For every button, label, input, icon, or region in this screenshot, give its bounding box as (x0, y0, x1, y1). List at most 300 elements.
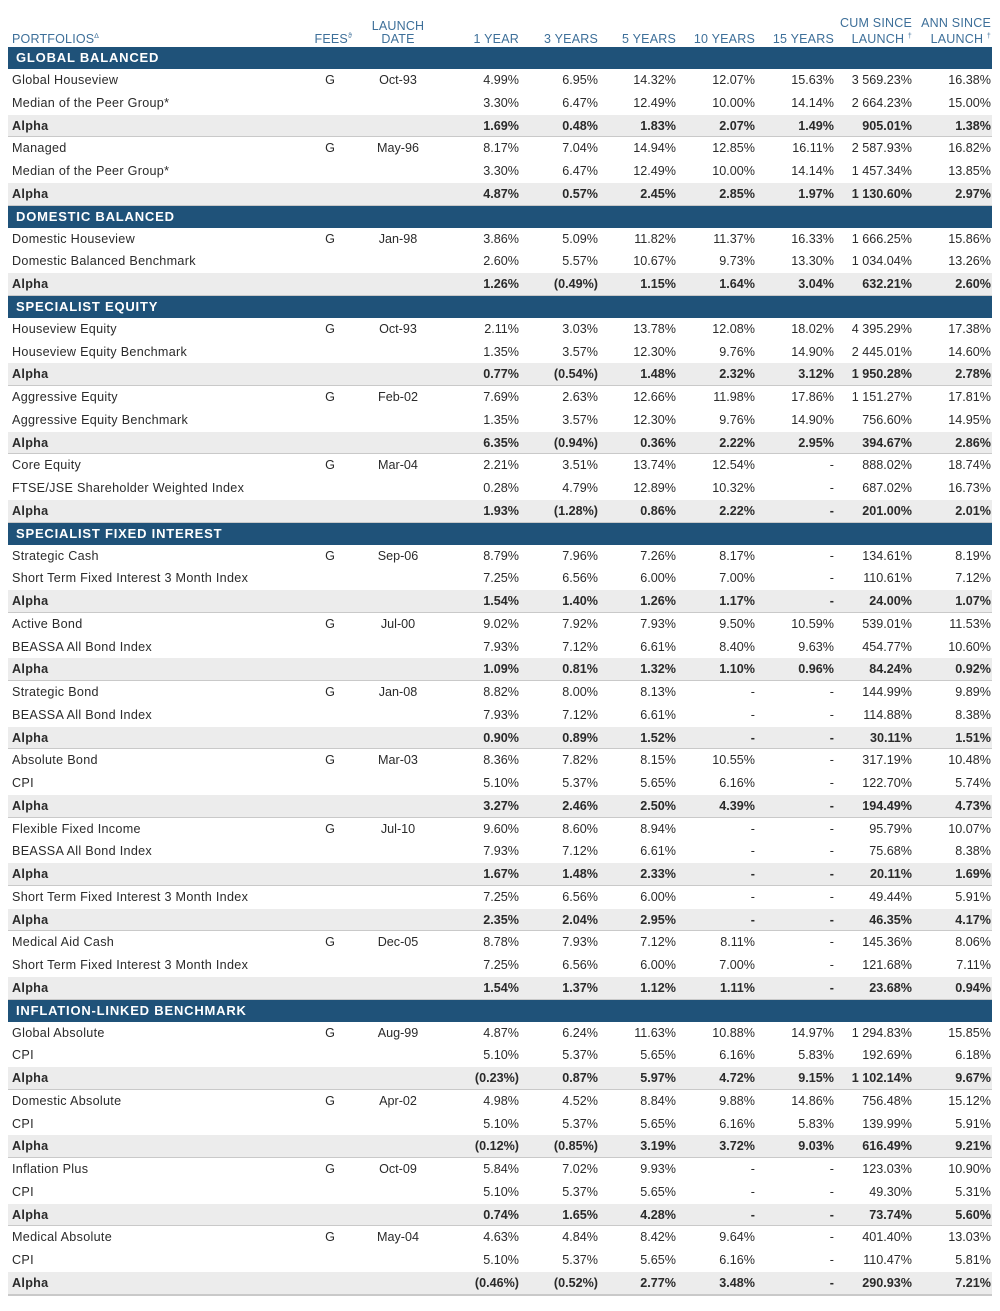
return-cum-since-launch: 2 445.01% (851, 344, 912, 359)
return-10-years: 11.98% (713, 390, 755, 404)
return-1-year: 8.36% (483, 753, 519, 768)
portfolio-name: BEASSA All Bond Index (12, 844, 153, 859)
return-3-years: 6.24% (562, 1025, 598, 1040)
return-15-years: 14.14% (791, 164, 834, 178)
return-1-year: 1.67% (483, 867, 519, 881)
portfolio-name: Core Equity (12, 458, 82, 473)
launch-date: Oct-09 (379, 1162, 417, 1176)
launch-date: Oct-93 (379, 321, 417, 336)
portfolio-name: Alpha (12, 1071, 49, 1085)
return-5-years: 6.61% (640, 844, 676, 859)
return-15-years: - (829, 821, 834, 836)
return-5-years: 1.32% (640, 662, 676, 677)
return-ann-since-launch: 5.91% (955, 1116, 991, 1131)
return-5-years: 0.36% (640, 435, 676, 450)
return-cum-since-launch: 49.30% (869, 1184, 912, 1199)
return-ann-since-launch: 18.74% (948, 458, 991, 473)
alpha-row (8, 795, 992, 818)
alpha-row (8, 727, 992, 750)
return-5-years: 5.65% (640, 1253, 676, 1267)
return-5-years: 13.78% (633, 321, 676, 336)
fee-code: G (325, 390, 335, 404)
table-row (8, 250, 992, 273)
return-3-years: 7.82% (562, 753, 598, 768)
fee-code: G (325, 1162, 335, 1176)
portfolio-name: Global Absolute (12, 1025, 105, 1040)
return-5-years: 10.67% (633, 254, 676, 269)
portfolio-name: Houseview Equity Benchmark (12, 344, 188, 359)
return-3-years: 2.04% (562, 912, 598, 927)
return-ann-since-launch: 10.90% (948, 1162, 991, 1176)
return-ann-since-launch: 0.92% (955, 662, 991, 677)
return-cum-since-launch: 616.49% (862, 1139, 912, 1154)
return-10-years: 9.88% (719, 1093, 755, 1108)
alpha-row (8, 115, 992, 138)
return-5-years: 13.74% (633, 458, 676, 473)
launch-date: Dec-05 (377, 935, 419, 950)
header-launch-date: LAUNCH DATE (371, 19, 425, 46)
return-10-years: 6.16% (719, 1116, 755, 1131)
return-3-years: 1.65% (562, 1207, 598, 1222)
return-15-years: 3.04% (798, 277, 834, 291)
portfolio-name: CPI (12, 1048, 34, 1063)
return-5-years: 1.15% (640, 277, 676, 291)
portfolio-name: Alpha (12, 367, 49, 382)
return-ann-since-launch: 5.81% (955, 1253, 991, 1267)
return-15-years: - (829, 458, 834, 473)
return-1-year: 9.02% (483, 616, 519, 631)
return-10-years: 6.16% (719, 1048, 755, 1063)
fee-code: G (325, 753, 335, 768)
return-10-years: 2.22% (719, 435, 755, 450)
return-3-years: 6.56% (562, 571, 598, 586)
return-1-year: 7.25% (483, 571, 519, 586)
return-10-years: - (750, 1207, 755, 1222)
return-15-years: 14.90% (791, 412, 834, 427)
return-5-years: 14.32% (633, 73, 676, 87)
return-1-year: 0.74% (483, 1207, 519, 1222)
portfolio-name: Short Term Fixed Interest 3 Month Index (12, 958, 249, 972)
return-15-years: - (829, 1253, 834, 1267)
return-5-years: 2.77% (640, 1275, 676, 1290)
return-3-years: 6.47% (562, 95, 598, 110)
return-1-year: 0.28% (483, 481, 519, 495)
launch-date: May-04 (377, 1230, 419, 1245)
section-header: GLOBAL BALANCED (8, 47, 992, 69)
portfolio-name: Alpha (12, 186, 49, 201)
return-3-years: 1.37% (562, 980, 598, 995)
table-row (8, 613, 992, 636)
header-15-years: 15 YEARS (772, 32, 834, 46)
return-3-years: 3.57% (562, 412, 598, 427)
return-cum-since-launch: 1 950.28% (851, 367, 912, 382)
table-row (8, 1158, 992, 1181)
return-5-years: 1.48% (640, 367, 676, 382)
return-5-years: 2.50% (640, 798, 676, 813)
portfolio-name: CPI (12, 1253, 34, 1267)
return-1-year: 8.17% (483, 141, 519, 156)
return-3-years: 3.57% (562, 344, 598, 359)
table-row (8, 92, 992, 115)
return-ann-since-launch: 9.21% (955, 1139, 991, 1154)
return-15-years: 3.12% (798, 367, 834, 382)
return-cum-since-launch: 110.61% (863, 571, 912, 586)
return-3-years: 4.79% (562, 481, 598, 495)
portfolio-name: Alpha (12, 980, 49, 995)
return-10-years: 7.00% (719, 958, 755, 972)
return-1-year: 3.30% (483, 95, 519, 110)
return-10-years: 8.17% (719, 548, 755, 563)
return-15-years: 14.97% (791, 1025, 834, 1040)
return-1-year: 1.26% (483, 277, 519, 291)
return-3-years: 0.57% (562, 186, 598, 201)
return-ann-since-launch: 15.00% (948, 95, 991, 110)
fee-code: G (325, 935, 335, 950)
return-10-years: - (750, 685, 755, 699)
return-10-years: 1.11% (719, 980, 755, 995)
return-cum-since-launch: 20.11% (869, 867, 912, 881)
table-row (8, 886, 992, 909)
portfolio-name: Alpha (12, 1207, 49, 1222)
header-10-years: 10 YEARS (693, 32, 755, 46)
section-header: SPECIALIST FIXED INTEREST (8, 523, 992, 545)
table-row (8, 454, 992, 477)
portfolio-name: Alpha (12, 277, 49, 291)
portfolio-name: Alpha (12, 662, 49, 677)
return-3-years: 6.95% (562, 73, 598, 87)
return-3-years: 7.12% (562, 707, 598, 722)
return-cum-since-launch: 1 034.04% (851, 254, 912, 269)
performance-table (8, 0, 992, 1296)
return-10-years: 7.00% (719, 571, 755, 586)
portfolio-name: Flexible Fixed Income (12, 821, 141, 836)
return-cum-since-launch: 1 294.83% (851, 1025, 912, 1040)
return-5-years: 0.86% (640, 503, 676, 518)
return-15-years: 5.83% (798, 1116, 834, 1131)
return-5-years: 12.49% (633, 95, 676, 110)
return-5-years: 6.00% (640, 958, 676, 972)
return-ann-since-launch: 15.12% (948, 1093, 991, 1108)
return-15-years: - (829, 503, 834, 518)
return-3-years: 7.04% (562, 141, 598, 156)
return-1-year: 3.30% (483, 164, 519, 178)
launch-date: Jan-98 (378, 231, 418, 246)
portfolio-name: Alpha (12, 1275, 49, 1290)
return-5-years: 2.33% (640, 867, 676, 881)
portfolio-name: Short Term Fixed Interest 3 Month Index (12, 889, 249, 904)
return-3-years: 5.37% (562, 1116, 598, 1131)
return-3-years: (0.54%) (553, 367, 598, 382)
return-3-years: 6.56% (562, 889, 598, 904)
return-10-years: 4.39% (719, 798, 755, 813)
return-ann-since-launch: 7.12% (955, 571, 991, 586)
return-10-years: - (750, 707, 755, 722)
return-ann-since-launch: 0.94% (955, 980, 991, 995)
return-cum-since-launch: 23.68% (869, 980, 912, 995)
return-15-years: - (829, 481, 834, 495)
return-ann-since-launch: 10.07% (948, 821, 991, 836)
return-1-year: (0.46%) (474, 1275, 519, 1290)
return-15-years: - (829, 798, 834, 813)
return-ann-since-launch: 1.38% (955, 118, 991, 133)
return-3-years: 5.09% (562, 231, 598, 246)
fee-code: G (325, 73, 335, 87)
return-ann-since-launch: 16.73% (948, 481, 991, 495)
return-3-years: (0.85%) (553, 1139, 598, 1154)
return-15-years: 9.03% (798, 1139, 834, 1154)
return-1-year: 1.69% (483, 118, 519, 133)
return-ann-since-launch: 5.60% (955, 1207, 991, 1222)
return-10-years: - (750, 1162, 755, 1176)
return-5-years: 5.65% (640, 776, 676, 790)
return-cum-since-launch: 139.99% (862, 1116, 912, 1131)
launch-date: Feb-02 (378, 390, 418, 404)
return-10-years: 6.16% (719, 1253, 755, 1267)
portfolio-name: Aggressive Equity (12, 390, 118, 404)
alpha-row (8, 590, 992, 613)
return-15-years: - (829, 1230, 834, 1245)
return-cum-since-launch: 192.69% (862, 1048, 912, 1063)
portfolio-name: Managed (12, 141, 67, 156)
fee-code: G (325, 821, 335, 836)
return-10-years: 2.07% (719, 118, 755, 133)
return-3-years: 3.51% (562, 458, 598, 473)
portfolio-name: Alpha (12, 730, 49, 745)
launch-date: Oct-93 (379, 73, 417, 87)
launch-date: Mar-03 (378, 753, 418, 768)
return-15-years: 1.49% (798, 118, 834, 133)
return-15-years: 17.86% (791, 390, 834, 404)
return-cum-since-launch: 30.11% (869, 730, 912, 745)
return-cum-since-launch: 539.01% (862, 616, 912, 631)
return-1-year: 5.10% (483, 1184, 519, 1199)
return-5-years: 12.89% (633, 481, 676, 495)
table-row (8, 1181, 992, 1204)
return-cum-since-launch: 123.03% (862, 1162, 912, 1176)
return-10-years: - (750, 1184, 755, 1199)
return-cum-since-launch: 317.19% (862, 753, 912, 768)
portfolio-name: Global Houseview (12, 73, 119, 87)
fee-code: G (325, 616, 335, 631)
header-portfolios: PORTFOLIOS∆ (12, 32, 99, 46)
return-15-years: - (829, 730, 834, 745)
return-ann-since-launch: 10.60% (948, 639, 991, 654)
return-ann-since-launch: 4.73% (955, 798, 991, 813)
return-3-years: 5.37% (562, 1253, 598, 1267)
return-cum-since-launch: 2 664.23% (851, 95, 912, 110)
portfolio-name: Short Term Fixed Interest 3 Month Index (12, 571, 249, 586)
return-15-years: - (829, 594, 834, 608)
return-ann-since-launch: 4.17% (955, 912, 991, 927)
return-1-year: 7.69% (483, 390, 519, 404)
return-5-years: 12.30% (633, 344, 676, 359)
alpha-row (8, 183, 992, 206)
portfolio-name: FTSE/JSE Shareholder Weighted Index (12, 481, 245, 495)
return-cum-since-launch: 687.02% (862, 481, 912, 495)
table-row (8, 704, 992, 727)
return-cum-since-launch: 49.44% (869, 889, 912, 904)
portfolio-name: Alpha (12, 118, 49, 133)
return-1-year: 7.93% (483, 639, 519, 654)
return-5-years: 2.95% (640, 912, 676, 927)
return-10-years: 1.17% (719, 594, 755, 608)
return-1-year: 2.35% (483, 912, 519, 927)
return-5-years: 7.26% (640, 548, 676, 563)
table-row (8, 1022, 992, 1045)
return-10-years: 11.37% (713, 231, 755, 246)
return-10-years: 2.22% (719, 503, 755, 518)
alpha-row (8, 909, 992, 932)
return-cum-since-launch: 2 587.93% (851, 141, 912, 156)
section-header: INFLATION-LINKED BENCHMARK (8, 1000, 992, 1022)
table-row (8, 160, 992, 183)
return-10-years: 10.32% (712, 481, 755, 495)
return-1-year: 8.79% (483, 548, 519, 563)
alpha-row (8, 658, 992, 681)
portfolio-name: CPI (12, 776, 34, 790)
return-ann-since-launch: 2.01% (955, 503, 991, 518)
return-1-year: 1.54% (483, 594, 519, 608)
return-5-years: 7.93% (640, 616, 676, 631)
return-15-years: - (829, 548, 834, 563)
return-3-years: 2.63% (562, 390, 598, 404)
return-10-years: 3.48% (719, 1275, 755, 1290)
table-bottom-rule (8, 1295, 992, 1296)
return-15-years: 18.02% (791, 321, 834, 336)
return-10-years: - (750, 912, 755, 927)
fee-code: G (325, 1025, 335, 1040)
portfolio-name: Aggressive Equity Benchmark (12, 412, 189, 427)
return-15-years: - (829, 1162, 834, 1176)
return-3-years: (0.49%) (553, 277, 598, 291)
return-1-year: 3.27% (483, 798, 519, 813)
portfolio-name: Houseview Equity (12, 321, 117, 336)
return-1-year: 3.86% (483, 231, 519, 246)
portfolio-name: Alpha (12, 912, 49, 927)
return-1-year: (0.23%) (474, 1071, 519, 1085)
return-5-years: 12.30% (633, 412, 676, 427)
header-5-years: 5 YEARS (622, 32, 676, 46)
return-1-year: 8.82% (483, 685, 519, 699)
table-row (8, 386, 992, 409)
return-cum-since-launch: 1 130.60% (851, 186, 912, 201)
return-cum-since-launch: 454.77% (862, 639, 912, 654)
fee-code: G (325, 548, 335, 563)
return-10-years: 3.72% (719, 1139, 755, 1154)
return-3-years: 7.92% (562, 616, 598, 631)
return-1-year: 1.93% (483, 503, 519, 518)
return-cum-since-launch: 1 151.27% (851, 390, 912, 404)
fee-code: G (325, 231, 335, 246)
return-5-years: 5.65% (640, 1184, 676, 1199)
launch-date: Jul-10 (380, 821, 416, 836)
return-15-years: 10.59% (791, 616, 834, 631)
return-5-years: 14.94% (633, 141, 676, 156)
return-cum-since-launch: 4 395.29% (851, 321, 912, 336)
alpha-row (8, 977, 992, 1000)
return-15-years: 16.33% (791, 231, 834, 246)
return-ann-since-launch: 8.38% (955, 707, 991, 722)
portfolio-name: Alpha (12, 867, 49, 881)
return-5-years: 8.15% (640, 753, 676, 768)
portfolio-name: Domestic Absolute (12, 1093, 122, 1108)
return-ann-since-launch: 14.60% (948, 344, 991, 359)
portfolio-name: Alpha (12, 798, 49, 813)
portfolio-name: CPI (12, 1184, 34, 1199)
return-ann-since-launch: 9.89% (955, 685, 991, 699)
portfolio-name: BEASSA All Bond Index (12, 707, 153, 722)
return-1-year: 9.60% (483, 821, 519, 836)
table-header (8, 0, 992, 47)
return-1-year: 2.60% (483, 254, 519, 269)
table-row (8, 840, 992, 863)
return-5-years: 5.65% (640, 1116, 676, 1131)
return-1-year: 5.10% (483, 1253, 519, 1267)
return-1-year: (0.12%) (474, 1139, 519, 1154)
return-3-years: 5.37% (562, 1184, 598, 1199)
table-body (8, 47, 992, 1295)
return-cum-since-launch: 888.02% (862, 458, 912, 473)
return-10-years: - (750, 844, 755, 859)
return-cum-since-launch: 394.67% (862, 435, 912, 450)
return-15-years: - (829, 1184, 834, 1199)
portfolio-name: Medical Absolute (12, 1230, 113, 1245)
return-cum-since-launch: 3 569.23% (851, 73, 912, 87)
table-row (8, 567, 992, 590)
return-15-years: 14.14% (791, 95, 834, 110)
return-cum-since-launch: 201.00% (862, 503, 912, 518)
portfolio-name: Median of the Peer Group* (12, 95, 170, 110)
return-10-years: 12.54% (712, 458, 755, 473)
alpha-row (8, 273, 992, 296)
return-ann-since-launch: 16.38% (948, 73, 991, 87)
return-ann-since-launch: 2.97% (955, 186, 991, 201)
return-3-years: 7.96% (562, 548, 598, 563)
return-cum-since-launch: 110.47% (863, 1253, 912, 1267)
return-ann-since-launch: 13.26% (948, 254, 991, 269)
return-10-years: 8.40% (719, 639, 755, 654)
return-cum-since-launch: 95.79% (869, 821, 912, 836)
header-ann-since-launch: ANN SINCE LAUNCH † (921, 15, 991, 46)
return-5-years: 12.66% (633, 390, 676, 404)
return-15-years: - (829, 571, 834, 586)
return-cum-since-launch: 24.00% (869, 594, 912, 608)
return-3-years: 7.02% (562, 1162, 598, 1176)
return-cum-since-launch: 114.88% (863, 707, 912, 722)
portfolio-name: Alpha (12, 503, 49, 518)
return-10-years: 2.85% (719, 186, 755, 201)
portfolio-name: Alpha (12, 435, 49, 450)
launch-date: Apr-02 (379, 1093, 417, 1108)
return-ann-since-launch: 8.19% (955, 548, 991, 563)
return-5-years: 8.42% (640, 1230, 676, 1245)
return-cum-since-launch: 75.68% (869, 844, 912, 859)
return-3-years: 5.57% (562, 254, 598, 269)
table-row (8, 341, 992, 364)
alpha-row (8, 1204, 992, 1227)
return-cum-since-launch: 73.74% (869, 1207, 912, 1222)
return-cum-since-launch: 905.01% (862, 118, 912, 133)
return-1-year: 4.63% (483, 1230, 519, 1245)
return-15-years: - (829, 753, 834, 768)
return-cum-since-launch: 401.40% (862, 1230, 912, 1245)
header-1-year: 1 YEAR (473, 32, 519, 46)
return-cum-since-launch: 1 102.14% (851, 1071, 912, 1085)
return-15-years: 5.83% (798, 1048, 834, 1063)
return-3-years: 7.93% (562, 935, 598, 950)
return-1-year: 8.78% (483, 935, 519, 950)
return-5-years: 5.65% (640, 1048, 676, 1063)
